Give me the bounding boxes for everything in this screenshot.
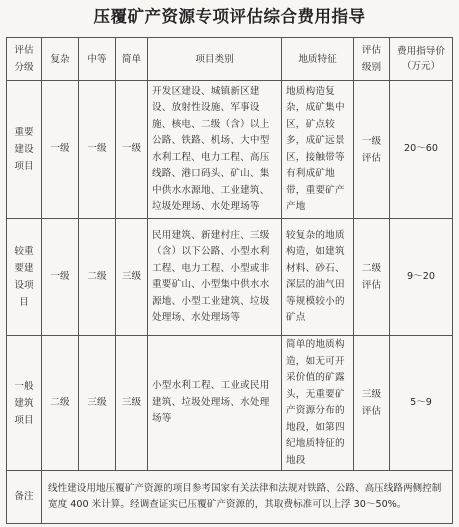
header-project-type: 项目类别	[148, 38, 282, 81]
row-assess-level: 二级评估	[354, 219, 390, 336]
header-complex: 复杂	[42, 38, 79, 81]
row-project-type: 小型水利工程、工业或民用建筑、垃圾处理场、水处理场等	[148, 336, 282, 471]
row-geology: 简单的地质构造，如无可开采价值的矿露头，无重要矿产资源分布的地段，如第四纪地质特征的地段	[282, 336, 354, 471]
row-medium: 二级	[79, 219, 116, 336]
row-grade: 重要建设项目	[7, 81, 42, 219]
table-row	[7, 219, 453, 336]
row-fee: 20～60	[390, 81, 453, 219]
note-text: 线性建设用地压覆矿产资源的项目参考国家有关法律和法规对铁路、公路、高压线路两侧控制宽度 400 米计算。经调查证实已压覆矿产资源的，其取费标准可以上浮 30～50%。	[42, 471, 453, 524]
table-row	[7, 81, 453, 219]
row-fee: 5～9	[390, 336, 453, 471]
row-geology: 较复杂的地质构造，如建筑材料、砂石、深层的油气田等规模较小的矿点	[282, 219, 354, 336]
header-geology: 地质特征	[282, 38, 354, 81]
header-simple: 简单	[116, 38, 148, 81]
row-complex: 二级	[42, 336, 79, 471]
header-medium: 中等	[79, 38, 116, 81]
row-project-type: 民用建筑、新建村庄、三级（含）以下公路、小型水利工程、电力工程、小型或非重要矿山、小型集中供水水源地、小型工业建筑、垃圾处理场、水处理场等	[148, 219, 282, 336]
row-medium: 一级	[79, 81, 116, 219]
page-title: 压覆矿产资源专项评估综合费用指导	[93, 7, 366, 26]
row-simple: 三级	[116, 336, 148, 471]
row-simple: 三级	[116, 219, 148, 336]
note-row	[7, 471, 453, 524]
table-row	[7, 336, 453, 471]
note-label: 备注	[7, 471, 42, 524]
row-grade: 较重要建设项目	[7, 219, 42, 336]
row-simple: 一级	[116, 81, 148, 219]
header-fee: 费用指导价（万元）	[390, 38, 453, 81]
row-assess-level: 一级评估	[354, 81, 390, 219]
row-medium: 三级	[79, 336, 116, 471]
row-grade: 一般建筑项目	[7, 336, 42, 471]
row-assess-level: 三级评估	[354, 336, 390, 471]
fee-guide-table	[6, 37, 453, 524]
table-header-row	[7, 38, 453, 81]
row-complex: 一级	[42, 81, 79, 219]
header-assess-level: 评估级别	[354, 38, 390, 81]
row-project-type: 开发区建设、城镇新区建设、放射性设施、军事设施、核电、二级（含）以上公路、铁路、机场、大中型水利工程、电力工程、高压线路、港口码头、矿山、集中供水水源地、工业建筑、垃圾处理场、水处理场等	[148, 81, 282, 219]
header-grade: 评估分级	[7, 38, 42, 81]
row-geology: 地质构造复杂，成矿集中区，矿点较多，成矿远景区，接触带等有利成矿地带，重要矿产产地	[282, 81, 354, 219]
row-fee: 9～20	[390, 219, 453, 336]
row-complex: 一级	[42, 219, 79, 336]
